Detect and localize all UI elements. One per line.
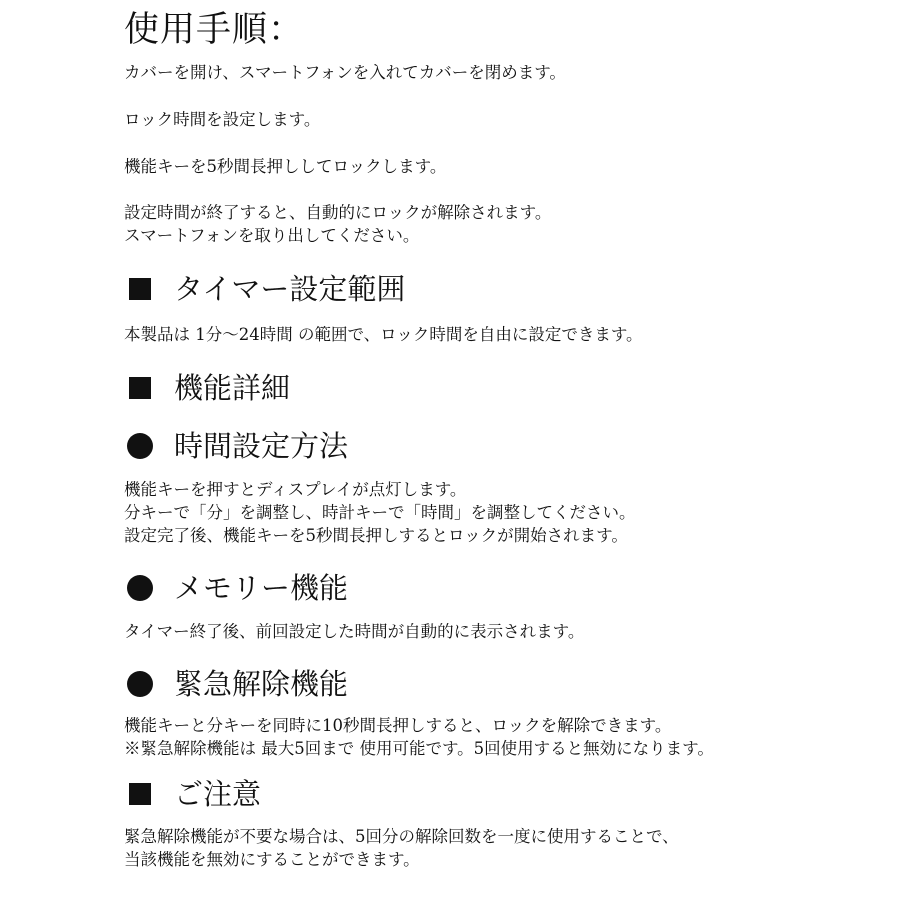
section-heading-details	[126, 370, 290, 406]
circle-bullet-icon	[127, 575, 153, 601]
page-title: 使用手順：	[124, 10, 305, 50]
section-heading-caution	[126, 776, 261, 812]
emergency-line-2: ※緊急解除機能は 最大5回まで 使用可能です。5回使用すると無効になります。	[124, 739, 714, 758]
caution-line-2: 当該機能を無効にすることができます。	[124, 850, 420, 869]
section-heading-label: 機能詳細	[174, 371, 291, 405]
subsection-heading-memory	[126, 570, 348, 606]
square-bullet-icon	[129, 783, 151, 805]
square-bullet-icon	[129, 278, 151, 300]
step-4-text-line-1: 設定時間が終了すると、自動的にロックが解除されます。	[124, 203, 552, 222]
step-4-text-line-2: スマートフォンを取り出してください。	[124, 226, 420, 245]
memory-text: タイマー終了後、前回設定した時間が自動的に表示されます。	[124, 622, 585, 641]
step-3-text: 機能キーを5秒間長押ししてロックします。	[124, 157, 447, 176]
square-bullet-icon	[129, 377, 151, 399]
circle-bullet-icon	[127, 671, 153, 697]
section-heading-timer-range	[126, 271, 405, 307]
time-setting-line-1: 機能キーを押すとディスプレイが点灯します。	[124, 480, 467, 499]
subsection-heading-emergency	[126, 666, 348, 702]
time-setting-line-3: 設定完了後、機能キーを5秒間長押しするとロックが開始されます。	[124, 526, 628, 545]
step-2-text: ロック時間を設定します。	[124, 110, 321, 129]
timer-range-text: 本製品は 1分〜24時間 の範囲で、ロック時間を自由に設定できます。	[124, 325, 643, 344]
circle-bullet-icon	[127, 433, 153, 459]
subsection-heading-label: 緊急解除機能	[174, 667, 349, 701]
step-1-text: カバーを開け、スマートフォンを入れてカバーを閉めます。	[124, 63, 566, 82]
subsection-heading-label: 時間設定方法	[174, 429, 349, 463]
emergency-line-1: 機能キーと分キーを同時に10秒間長押しすると、ロックを解除できます。	[124, 716, 672, 735]
section-heading-label: タイマー設定範囲	[174, 272, 406, 306]
subsection-heading-label: メモリー機能	[174, 571, 349, 605]
time-setting-line-2: 分キーで「分」を調整し、時計キーで「時間」を調整してください。	[124, 503, 636, 522]
subsection-heading-time-setting	[126, 428, 348, 464]
caution-line-1: 緊急解除機能が不要な場合は、5回分の解除回数を一度に使用することで、	[124, 827, 679, 846]
section-heading-label: ご注意	[174, 777, 262, 811]
